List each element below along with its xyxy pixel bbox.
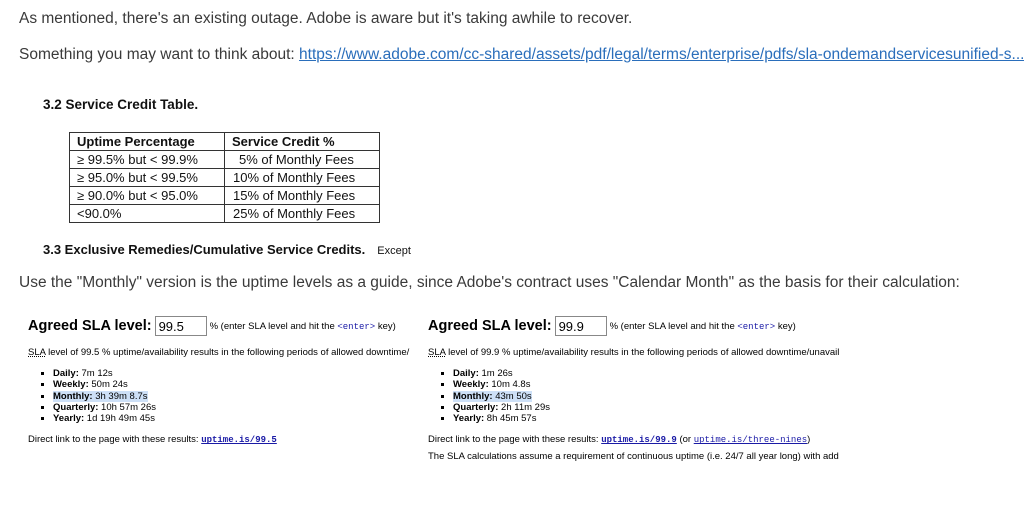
uptime-three-nines-link[interactable]: uptime.is/three-nines [693, 435, 808, 446]
doc-cutoff-text: Except [377, 245, 411, 257]
direct-link-label: Direct link to the page with these results: [28, 434, 202, 446]
period-label: Quarterly: [453, 401, 499, 413]
message-line-sla-prefix: Something you may want to think about: [19, 46, 300, 63]
message-line-monthly-guide: Use the "Monthly" version is the uptime levels as a guide, since Adobe's contract uses "Calendar Month" as the basis for their calculation: [19, 274, 960, 291]
sla-hint-code: <enter> [737, 321, 776, 332]
list-item [453, 379, 828, 390]
period-value: 1m 26s [478, 368, 513, 379]
message-line-sla [19, 46, 1024, 64]
message-line-outage: As mentioned, there's an existing outage. Adobe is aware but it's taking awhile to recover. [19, 10, 633, 27]
table-row [70, 169, 380, 187]
highlight-span [453, 391, 532, 402]
period-label: Yearly: [453, 413, 485, 425]
table-cell: ≥ 99.5% but < 99.9% [70, 151, 225, 169]
period-value: 1d 19h 49m 45s [84, 413, 155, 425]
list-item [453, 413, 828, 424]
sla-hint-pre: % (enter SLA level and hit the [209, 320, 338, 332]
sla-hint-post: key) [775, 320, 796, 332]
sla-abbr: SLA [428, 347, 446, 358]
list-item [53, 368, 420, 379]
period-label: Yearly: [53, 413, 85, 425]
doc-heading: 3.2 Service Credit Table. [43, 97, 199, 112]
period-value: 10m 4.8s [488, 379, 531, 391]
downtime-list [28, 368, 420, 424]
list-item-highlighted [453, 391, 828, 402]
list-item-highlighted [53, 391, 420, 402]
period-value: 50m 24s [88, 379, 128, 391]
period-label: Daily: [453, 368, 479, 379]
period-label: Quarterly: [53, 401, 99, 413]
period-value: 43m 50s [492, 390, 532, 402]
sla-document-screenshot [20, 82, 620, 257]
sla-panel-left [28, 316, 420, 452]
sla-hint-code: <enter> [337, 321, 376, 332]
period-value: 3h 39m 8.7s [92, 390, 148, 402]
period-label: Daily: [53, 368, 79, 379]
sla-level-input[interactable] [155, 316, 207, 336]
highlight-span [53, 391, 148, 402]
period-value: 8h 45m 57s [484, 413, 537, 425]
list-item [53, 379, 420, 390]
sla-description-text: level of 99.5 % uptime/availability results in the following periods of allowed downtime/ [45, 347, 410, 358]
period-value: 2h 11m 29s [498, 401, 550, 413]
sla-description [428, 347, 840, 358]
table-cell: 25% of Monthly Fees [225, 205, 380, 223]
sla-level-input[interactable] [555, 316, 607, 336]
period-label: Weekly: [453, 379, 489, 391]
sla-description [28, 347, 420, 358]
uptime-link[interactable]: uptime.is/99.9 [601, 435, 677, 446]
direct-link-row [28, 434, 420, 445]
table-row [70, 187, 380, 205]
list-item [53, 402, 420, 413]
table-cell: <90.0% [70, 205, 225, 223]
doc-cutoff-heading-text: 3.3 Exclusive Remedies/Cumulative Service Credits. [43, 242, 366, 257]
sla-input-row [28, 316, 420, 336]
table-row [70, 205, 380, 223]
sla-title: Agreed SLA level: [28, 318, 152, 334]
list-item [453, 368, 828, 379]
sla-hint-post: key) [375, 320, 396, 332]
period-label: Monthly: [53, 390, 93, 402]
sla-pdf-link[interactable]: https://www.adobe.com/cc-shared/assets/pdf/legal/terms/enterprise/pdfs/sla-ondemandservicesunified-s... [299, 46, 1024, 63]
period-label: Weekly: [53, 379, 89, 391]
sla-description-text: level of 99.9 % uptime/availability results in the following periods of allowed downtime/unavail [445, 347, 840, 358]
link-separator: (or [676, 434, 694, 446]
sla-input-row [428, 316, 828, 336]
table-header-row [70, 133, 380, 151]
period-label: Monthly: [453, 390, 493, 402]
period-value: 7m 12s [78, 368, 113, 379]
sla-hint [610, 321, 796, 332]
sla-cutoff-text: The SLA calculations assume a requirement of continuous uptime (i.e. 24/7 all year long) with add [428, 451, 839, 463]
table-header-credit: Service Credit % [225, 133, 380, 151]
table-cell: ≥ 90.0% but < 95.0% [70, 187, 225, 205]
sla-abbr: SLA [28, 347, 46, 358]
table-cell: 5% of Monthly Fees [225, 151, 380, 169]
link-close: ) [807, 434, 811, 446]
service-credit-table [69, 132, 380, 223]
table-header-uptime: Uptime Percentage [70, 133, 225, 151]
direct-link-row [428, 434, 828, 445]
period-value: 10h 57m 26s [98, 401, 156, 413]
doc-cutoff-heading [43, 242, 411, 257]
uptime-link[interactable]: uptime.is/99.5 [201, 435, 277, 446]
sla-hint-pre: % (enter SLA level and hit the [609, 320, 738, 332]
table-cell: ≥ 95.0% but < 99.5% [70, 169, 225, 187]
table-row [70, 151, 380, 169]
table-cell: 10% of Monthly Fees [225, 169, 380, 187]
list-item [53, 413, 420, 424]
sla-panel-right [428, 316, 840, 463]
list-item [453, 402, 828, 413]
table-cell: 15% of Monthly Fees [225, 187, 380, 205]
sla-hint [210, 321, 396, 332]
direct-link-label: Direct link to the page with these results: [428, 434, 602, 446]
sla-title: Agreed SLA level: [428, 318, 552, 334]
downtime-list [428, 368, 828, 424]
